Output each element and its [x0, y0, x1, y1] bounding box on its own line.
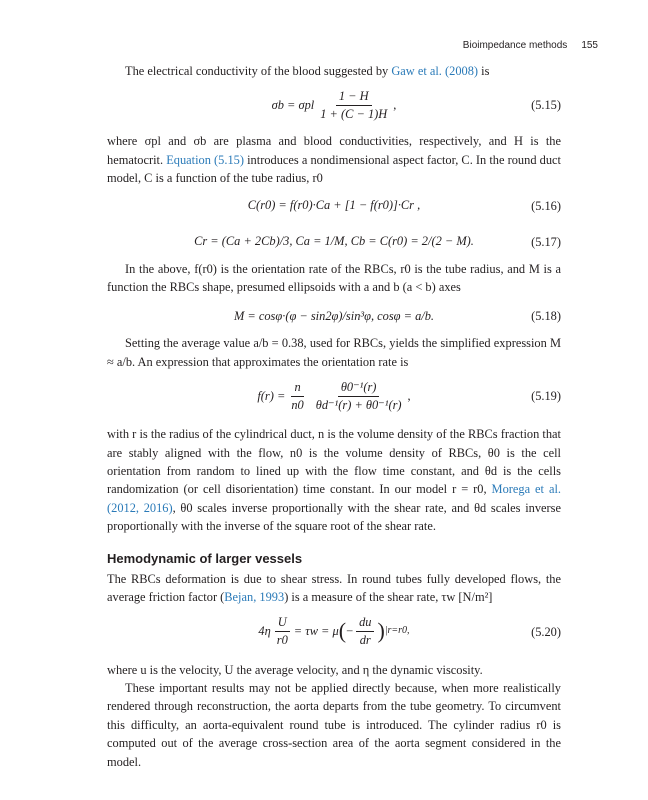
- equation-5-15: σb = σpl $\frac{1 - H}{1 + (C - 1)H}$ , (5.15): [271, 88, 561, 121]
- paragraph-6: The RBCs deformation is due to shear stress. In round tubes fully developed flows, the average friction factor (Bejan, 1993) is a measure of the shear rate, τw [N/m²]: [107, 571, 561, 605]
- equation-number: (5.16): [531, 198, 561, 213]
- equation-5-16: C(r0) = f(r0)·Ca + [1 − f(r0)]·Cr , (5.16): [107, 194, 561, 218]
- citation-morega[interactable]: Morega et al. (2012, 2016): [107, 482, 561, 515]
- running-header: [463, 40, 598, 51]
- citation-gaw-2008[interactable]: Gaw et al. (2008): [391, 64, 479, 78]
- equation-number: (5.17): [531, 234, 561, 249]
- paragraph-4: Setting the average value a/b = 0.38, used for RBCs, yields the simplified expression M ≈ a/b. An expression that approximates the orientation rate is: [107, 336, 561, 369]
- equation-5-20: 4η $\frac{U}{r0}$ = τw = μ ( − $\frac{du}{dr}$ ) |r=r0, (5.20): [258, 615, 561, 647]
- equation-5-18: M = cosφ·(φ − sin2φ)/sin³φ, cosφ = a/b. (5.18): [107, 304, 561, 328]
- equation-reference[interactable]: Equation (5.15): [166, 152, 244, 167]
- equation-5-17: Cr = (Ca + 2Cb)/3, Ca = 1/M, Cb = C(r0) = 2/(2 − M). (5.17): [107, 230, 561, 254]
- equation-number: (5.18): [531, 309, 561, 324]
- header-section: Bioimpedance methods: [462, 40, 568, 51]
- paragraph-3: In the above, f(r0) is the orientation rate of the RBCs, r0 is the tube radius, and M is a function the RBCs shape, presumed ellipsoids with a and b (a < b) axes: [107, 261, 561, 295]
- paragraph-1: The electrical conductivity of the blood suggested by Gaw et al. (2008) is: [125, 64, 490, 78]
- paragraph-2: where σpl and σb are plasma and blood conductivities, respectively, and H is the hematocrit. Equation (5.15) introduces a nondimensional aspect factor, C. In the round duct model, C is a function of the tube radius, r0: [107, 134, 561, 186]
- paragraph-8: These important results may not be applied directly because, when more realistically rendered through reconstruction, the aorta departs from the tube geometry. To circumvent this difficulty, an aorta-equivalent round tube is introduced. The cylinder radius r0 is computed out of the average cross-section area of the aorta segment considered in the model.: [107, 680, 561, 769]
- citation-bejan-1993[interactable]: Bejan, 1993: [224, 590, 285, 605]
- equation-number: (5.15): [531, 98, 561, 113]
- equation-number: (5.20): [531, 624, 561, 639]
- page-body: [107, 62, 561, 771]
- equation-number: (5.19): [531, 389, 561, 404]
- section-heading: Hemodynamic of larger vessels: [107, 550, 303, 566]
- paragraph-7: where u is the velocity, U the average velocity, and η the dynamic viscosity.: [107, 662, 483, 677]
- equation-5-19: f(r) = $\frac{n}{n0}$ $\frac{\text{θ0⁻¹(r)}}{\text{θd⁻¹(r) + θ0⁻¹(r)}}$ , (5.19): [257, 379, 561, 412]
- paragraph-5: with r is the radius of the cylindrical duct, n is the volume density of the RBCs fraction that are stably aligned with the flow, n0 is the volume density of RBCs, θ0 is the cell orientation from random to lined up with the flow time constant, and θd is the cells randomization (or cell disorientation) time constant. In our model r = r0, Morega et al. (2012, 2016), θ0 scales inverse proportionally with the shear rate, and θd scales inverse proportionally with the inverse of the square root of the shear rate.: [107, 427, 561, 534]
- page-number: 155: [581, 40, 598, 51]
